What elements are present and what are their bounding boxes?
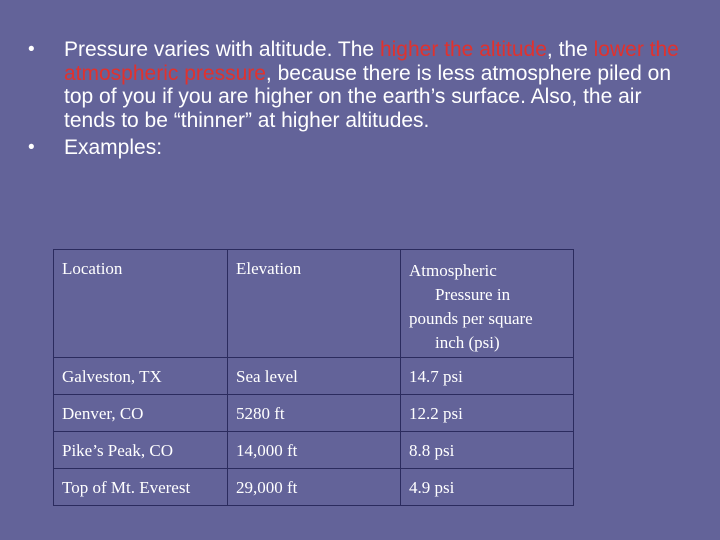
highlight-atmospheric-pressure: the atmospheric pressure (64, 38, 679, 85)
bullet-text-part: , because there is less atmosphere piled on top of you if you are higher on the earth’s surface. Also, the air tends to be “thinner” at higher altitudes. (64, 61, 671, 132)
header-elevation: Elevation (228, 250, 401, 358)
elevation-pressure-table (53, 249, 574, 506)
header-pressure-line: inch (psi) (435, 333, 500, 352)
cell-elevation: Sea level (228, 358, 401, 395)
cell-pressure: 4.9 psi (401, 469, 574, 506)
header-pressure (401, 250, 574, 358)
header-pressure-line: Pressure in (435, 285, 511, 304)
bullet-list (28, 38, 680, 164)
cell-location: Denver, CO (54, 395, 228, 432)
highlight-the-altitude: the altitude (444, 38, 547, 61)
bullet-text-part: , the (546, 38, 594, 61)
table-row (54, 432, 574, 469)
bullet-text-examples: Examples: (64, 136, 163, 159)
header-location: Location (54, 250, 228, 358)
cell-pressure: 12.2 psi (401, 395, 574, 432)
cell-elevation: 29,000 ft (228, 469, 401, 506)
cell-location: Galveston, TX (54, 358, 228, 395)
table-row (54, 469, 574, 506)
cell-elevation: 14,000 ft (228, 432, 401, 469)
table-row (54, 395, 574, 432)
highlight-lower: lower (593, 38, 644, 61)
bullet-item-examples (28, 136, 680, 160)
bullet-item-pressure (28, 38, 680, 132)
table-header-row (54, 250, 574, 358)
header-pressure-line: Atmospheric (409, 261, 497, 280)
header-pressure-line: pounds per square (409, 309, 533, 328)
bullet-text-part: Pressure varies with altitude. The (64, 38, 380, 61)
bullet-icon: • (28, 39, 35, 60)
highlight-higher: higher (379, 38, 439, 61)
table-row (54, 358, 574, 395)
cell-pressure: 14.7 psi (401, 358, 574, 395)
cell-elevation: 5280 ft (228, 395, 401, 432)
bullet-icon: • (28, 137, 35, 158)
cell-pressure: 8.8 psi (401, 432, 574, 469)
cell-location: Pike’s Peak, CO (54, 432, 228, 469)
cell-location: Top of Mt. Everest (54, 469, 228, 506)
